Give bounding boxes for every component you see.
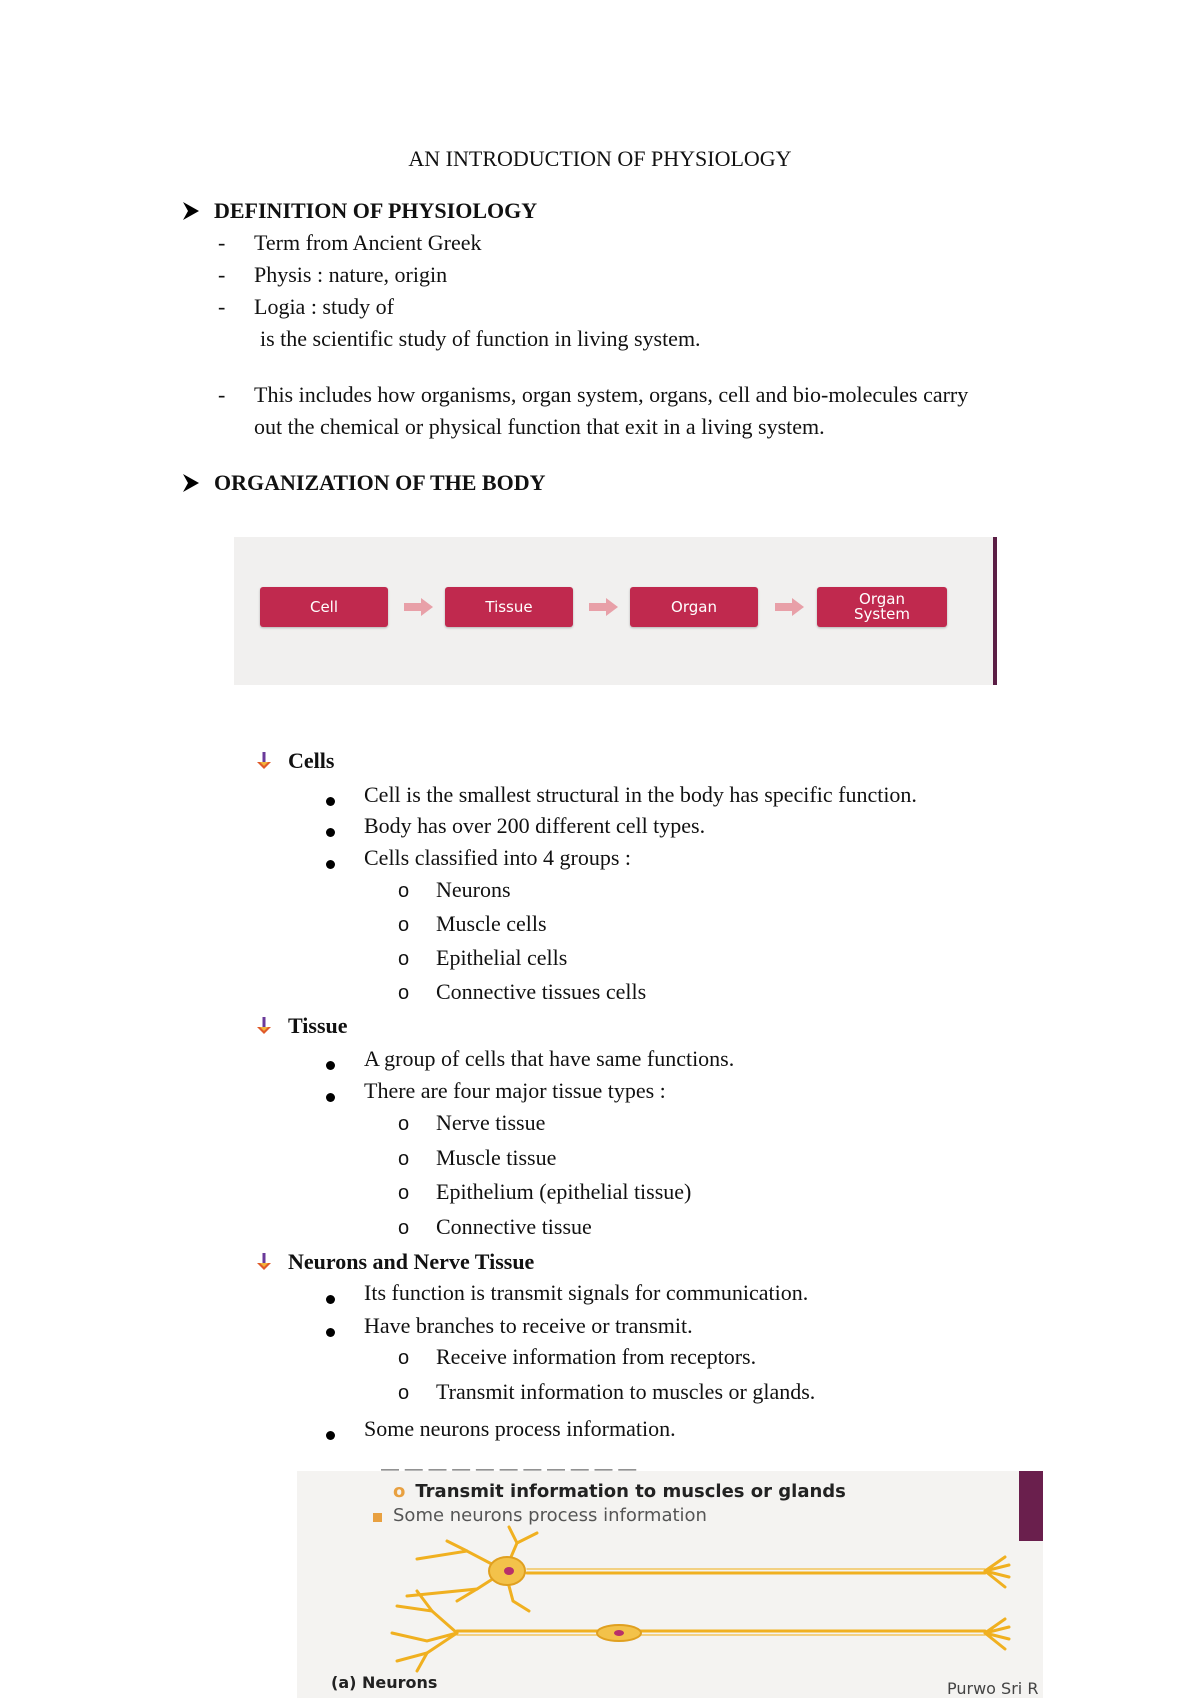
bullet-dot [326,1328,335,1337]
definition-item: Physis : nature, origin [254,262,448,287]
organization-flow-diagram [234,537,997,685]
definition-includes: out the chemical or physical function that exit in a living system. [254,414,825,439]
flow-box-organ-system: Organ System [817,587,947,627]
right-arrow-icon [589,597,619,617]
circle-marker: o [398,1113,410,1135]
cells-group: Connective tissues cells [436,979,647,1004]
definition-heading: DEFINITION OF PHYSIOLOGY [182,198,537,224]
tissue-type: Nerve tissue [436,1110,546,1135]
neurons-heading: Neurons and Nerve Tissue [254,1249,534,1275]
figure-caption: (a) Neurons [331,1673,438,1692]
neurons-bullet: Its function is transmit signals for communication. [364,1280,809,1305]
cells-bullet: Cell is the smallest structural in the body has specific function. [364,782,917,807]
arrow-bullet-icon [182,201,200,221]
cells-bullet: Body has over 200 different cell types. [364,813,706,838]
dash-marker: - [218,262,226,287]
arrow-bullet-icon [182,473,200,493]
bullet-dot [326,1093,335,1102]
cells-group: Muscle cells [436,911,547,936]
bullet-dot [326,860,335,869]
dash-marker: - [218,294,226,319]
tissue-type: Epithelium (epithelial tissue) [436,1179,692,1204]
flow-box-cell: Cell [260,587,388,627]
definition-includes: This includes how organisms, organ system, organs, cell and bio-molecules carry [254,382,969,407]
circle-marker: o [398,1148,410,1170]
circle-marker: o [398,948,410,970]
dash-marker: - [218,382,226,407]
bullet-dot [326,797,335,806]
neurons-bullet: Some neurons process information. [364,1416,676,1441]
page-title: AN INTRODUCTION OF PHYSIOLOGY [408,146,792,171]
bullet-dot [326,828,335,837]
tissue-heading: Tissue [254,1013,348,1039]
tissue-type: Connective tissue [436,1214,592,1239]
circle-marker: o [398,1217,410,1239]
circle-marker: o [398,1182,410,1204]
cells-group: Epithelial cells [436,945,568,970]
figure-line-2: Some neurons process information [393,1505,707,1526]
definition-continuation: is the scientific study of function in living system. [260,326,701,351]
right-arrow-icon [775,597,805,617]
circle-marker: o [398,1382,410,1404]
figure-line-1: o Transmit information to muscles or glands [393,1481,846,1502]
neuron-illustration [297,1471,1043,1698]
neuron-figure [297,1459,1043,1698]
tissue-bullet: A group of cells that have same functions. [364,1046,735,1071]
circle-marker: o [398,982,410,1004]
organization-heading: ORGANIZATION OF THE BODY [182,470,545,496]
figure-footer: Purwo Sri R [947,1679,1039,1698]
circle-marker: o [398,1347,410,1369]
cells-group: Neurons [436,877,511,902]
pushpin-icon [254,751,274,771]
neurons-sub: Receive information from receptors. [436,1344,757,1369]
neurons-bullet: Have branches to receive or transmit. [364,1313,693,1338]
circle-marker: o [398,880,410,902]
flow-box-tissue: Tissue [445,587,573,627]
bullet-dot [326,1061,335,1070]
pushpin-icon [254,1252,274,1272]
tissue-bullet: There are four major tissue types : [364,1078,666,1103]
bullet-dot [326,1431,335,1440]
dash-marker: - [218,230,226,255]
figure-cut-line: ― ― ― ― ― ― ― ― ― ― ― [381,1459,637,1480]
cells-heading: Cells [254,748,334,774]
cells-bullet: Cells classified into 4 groups : [364,845,632,870]
right-arrow-icon [404,597,434,617]
figure-circle-marker: o [393,1481,406,1502]
pushpin-icon [254,1016,274,1036]
circle-marker: o [398,914,410,936]
neurons-sub: Transmit information to muscles or glands. [436,1379,816,1404]
definition-item: Term from Ancient Greek [254,230,482,255]
bullet-dot [326,1295,335,1304]
definition-item: Logia : study of [254,294,394,319]
tissue-type: Muscle tissue [436,1145,557,1170]
flow-box-organ: Organ [630,587,758,627]
